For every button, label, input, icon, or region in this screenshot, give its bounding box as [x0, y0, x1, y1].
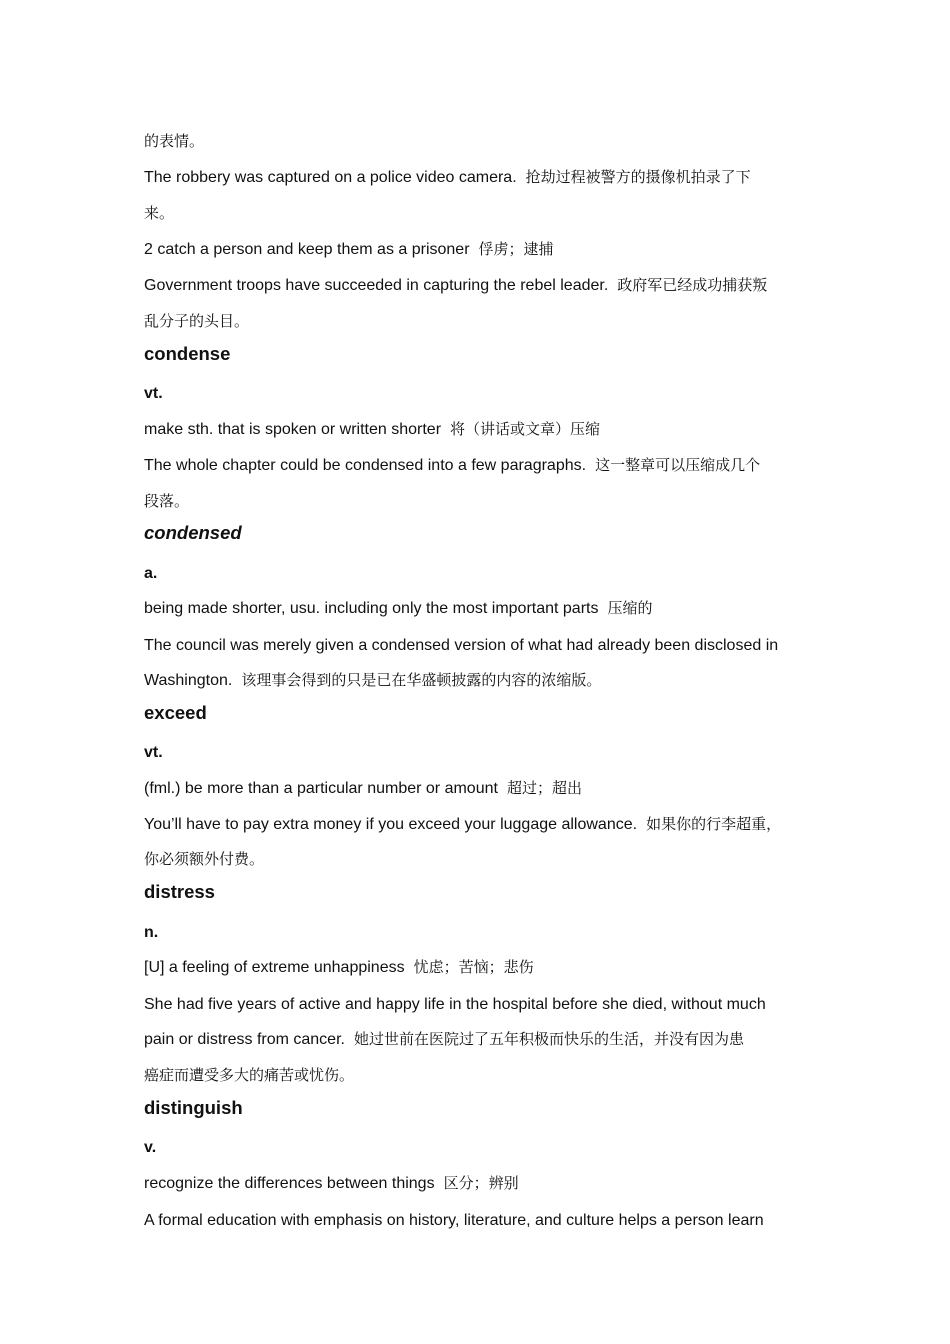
part-of-speech: a. [144, 565, 158, 582]
definition-line: make sth. that is spoken or written shorter 将（讲话或文章）压缩 [144, 420, 601, 438]
definition-line: 2 catch a person and keep them as a prisoner 俘虏；逮捕 [144, 240, 554, 258]
text-line: Washington. 该理事会得到的只是已在华盛顿披露的内容的浓缩版。 [144, 671, 602, 689]
headword: distinguish [144, 1097, 243, 1118]
text-line: 段落。 [144, 492, 190, 510]
text-line: 乱分子的头目。 [144, 312, 250, 330]
text-line: 的表情。 [144, 132, 205, 150]
example-sentence: The council was merely given a condensed version of what had already been disclosed in [144, 637, 779, 654]
headword: exceed [144, 702, 207, 723]
text-line: 来。 [144, 204, 175, 222]
part-of-speech: v. [144, 1139, 157, 1156]
definition-line: being made shorter, usu. including only the most important parts 压缩的 [144, 599, 653, 617]
text-line: 癌症而遭受多大的痛苦或忧伤。 [144, 1066, 355, 1084]
part-of-speech: vt. [144, 385, 163, 402]
headword: condense [144, 343, 231, 364]
example-sentence: She had five years of active and happy life in the hospital before she died, without much [144, 996, 766, 1013]
example-sentence: The robbery was captured on a police video camera. 抢劫过程被警方的摄像机拍录了下 [144, 168, 751, 186]
example-sentence: A formal education with emphasis on history, literature, and culture helps a person learn [144, 1212, 764, 1229]
example-sentence: You’ll have to pay extra money if you exceed your luggage allowance. 如果你的行李超重， [144, 815, 782, 833]
text-line: pain or distress from cancer. 她过世前在医院过了五年积极而快乐的生活，并没有因为患 [144, 1030, 744, 1048]
headword: condensed [144, 522, 242, 543]
definition-line: recognize the differences between things 区分；辨别 [144, 1174, 519, 1192]
definition-line: (fml.) be more than a particular number or amount 超过；超出 [144, 779, 582, 797]
example-sentence: The whole chapter could be condensed into a few paragraphs. 这一整章可以压缩成几个 [144, 456, 761, 474]
headword: distress [144, 881, 215, 902]
part-of-speech: n. [144, 924, 159, 941]
example-sentence: Government troops have succeeded in capturing the rebel leader. 政府军已经成功捕获叛 [144, 276, 768, 294]
definition-line: [U] a feeling of extreme unhappiness 忧虑；苦恼；悲伤 [144, 958, 534, 976]
part-of-speech: vt. [144, 744, 163, 761]
text-line: 你必须额外付费。 [144, 850, 265, 868]
